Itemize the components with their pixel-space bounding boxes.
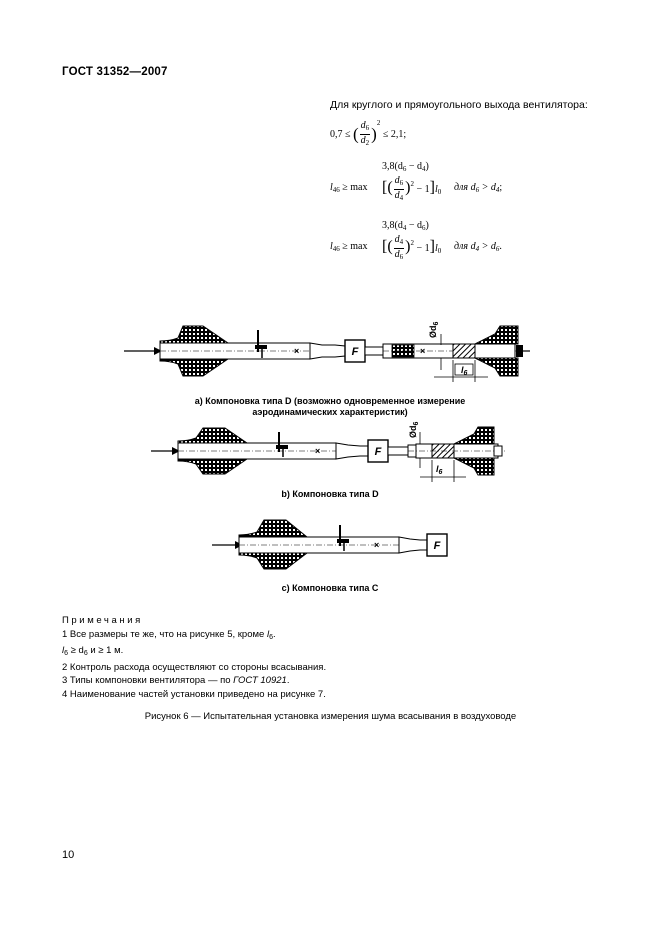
svg-text:×: ×	[315, 446, 321, 456]
gost-reference-link: ГОСТ 10921	[233, 675, 287, 687]
fan-label-a: F	[351, 346, 359, 358]
svg-text:×: ×	[294, 346, 300, 356]
note-1b: $l_6 \ge d_6$ и ≥ 1 м.	[62, 645, 124, 658]
fan-label-b: F	[374, 446, 382, 458]
dim-length-b: $l_6$	[436, 464, 443, 476]
page-number: 10	[62, 849, 75, 861]
caption-diagram-a: a) Компоновка типа D (возможно одновременное измерение аэродинамических характеристик)	[194, 396, 466, 417]
dim-length-a: $l_6$	[461, 365, 468, 377]
diagram-b	[151, 422, 505, 483]
fan-label-c: F	[433, 540, 441, 552]
diagram-a	[124, 322, 530, 383]
conditions-intro: Для круглого и прямоугольного выхода вентилятора:	[330, 99, 588, 111]
figure-caption: Рисунок 6 — Испытательная установка измерения шума всасывания в воздуховоде	[144, 711, 517, 722]
dim-diameter-b: $Ød_6$	[408, 421, 420, 438]
notes-title: Примечания	[62, 615, 143, 626]
note-1: 1 Все размеры те же, что на рисунке 5, кроме $l_6$.	[62, 628, 276, 641]
caption-diagram-c: c) Компоновка типа C	[281, 583, 379, 593]
svg-text:×: ×	[420, 346, 426, 356]
note-3: 3 Типы компоновки вентилятора — по ГОСТ 10921.	[62, 675, 290, 687]
dim-diameter-a: $Ød_6$	[428, 321, 440, 338]
notes-block	[62, 614, 326, 702]
document-header: ГОСТ 31352—2007	[62, 66, 168, 78]
note-2: 2 Контроль расхода осуществляют со стороны всасывания.	[62, 661, 327, 673]
diagram-c	[212, 520, 447, 569]
formula-ratio: 0,7 ≤ ( $\frac{d_6}{d_2}$ )$^2$ ≤ 2,1;	[330, 119, 407, 148]
svg-text:×: ×	[374, 540, 380, 550]
caption-diagram-b: b) Компоновка типа D	[281, 489, 379, 499]
note-4: 4 Наименование частей установки приведено на рисунке 7.	[62, 688, 326, 700]
